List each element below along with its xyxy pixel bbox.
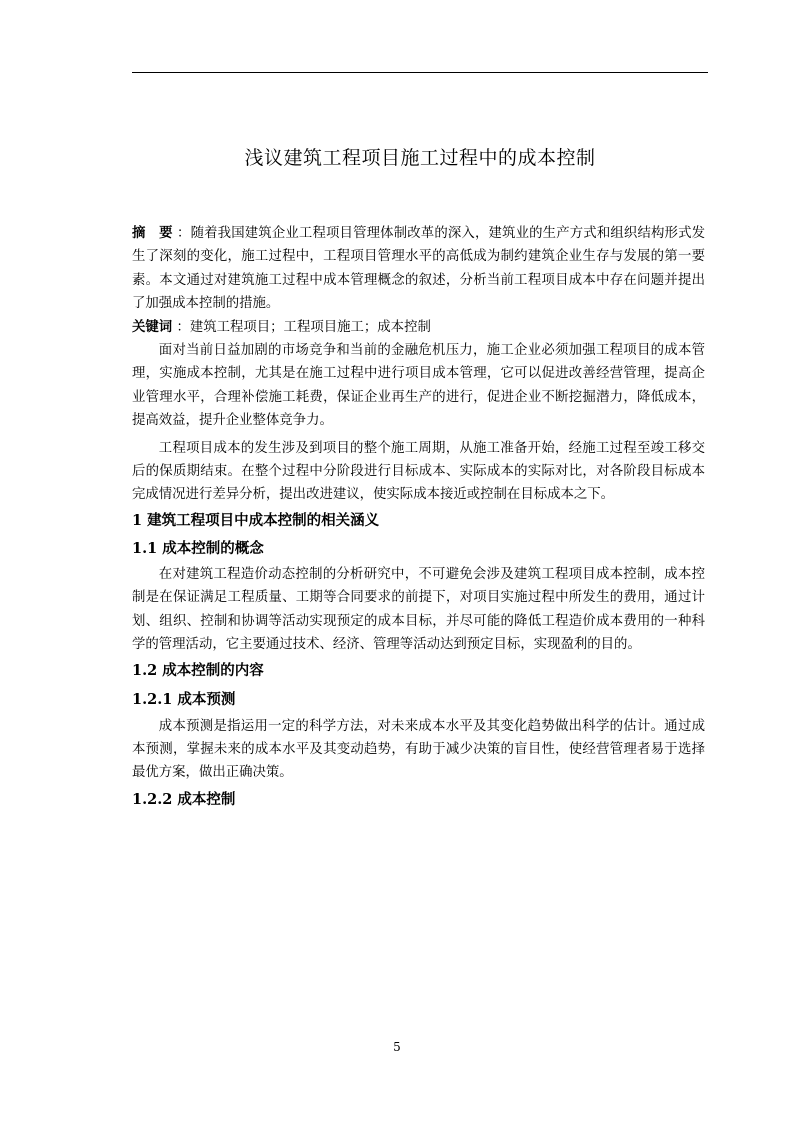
intro-paragraph: 工程项目成本的发生涉及到项目的整个施工周期，从施工准备开始，经施工过程至竣工移交后的保质期结束。在整个过程中分阶段进行目标成本、实际成本的实际对比，对各阶段目标成本完成情况进行差异分析，提出改进建议，使实际成本接近或控制在目标成本之下。 — [132, 440, 705, 503]
abstract-label: 摘 要 — [132, 226, 173, 241]
abstract — [132, 222, 705, 316]
section-heading-1-2: 1.2 成本控制的内容 — [132, 661, 264, 679]
section-heading-1: 1 建筑工程项目中成本控制的相关涵义 — [132, 511, 380, 529]
document-body — [132, 222, 705, 815]
keywords — [132, 316, 705, 339]
section-heading-1-2-2: 1.2.2 成本控制 — [132, 790, 236, 808]
section-1-2-1-paragraph: 成本预测是指运用一定的科学方法，对未来成本水平及其变化趋势做出科学的估计。通过成本预测，掌握未来的成本水平及其变动趋势，有助于减少决策的盲目性，使经营管理者易于选择最优方案，做出正确决策。 — [132, 718, 705, 781]
keywords-text: ：建筑工程项目；工程项目施工；成本控制 — [176, 319, 431, 335]
keywords-label: 关键词 — [132, 319, 173, 335]
section-heading-1-1: 1.1 成本控制的概念 — [132, 539, 264, 557]
page-number: 5 — [393, 1040, 401, 1054]
intro-paragraph: 面对当前日益加剧的市场竞争和当前的金融危机压力，施工企业必须加强工程项目的成本管理，实施成本控制，尤其是在施工过程中进行项目成本管理，它可以促进改善经营管理，提高企业管理水平，合理补偿施工耗费，保证企业再生产的进行，促进企业不断挖掘潜力，降低成本，提高效益，提升企业整体竞争力。 — [132, 343, 705, 429]
document-title: 浅议建筑工程项目施工过程中的成本控制 — [244, 147, 596, 169]
section-1-1-paragraph: 在对建筑工程造价动态控制的分析研究中，不可避免会涉及建筑工程项目成本控制，成本控制是在保证满足工程质量、工期等合同要求的前提下，对项目实施过程中所发生的费用，通过计划、组织、控制和协调等活动实现预定的成本目标，并尽可能的降低工程造价成本费用的一种科学的管理活动，它主要通过技术、经济、管理等活动达到预定目标，实现盈利的目的。 — [132, 566, 705, 653]
abstract-text: ：随着我国建筑企业工程项目管理体制改革的深入，建筑业的生产方式和组织结构形式发生了深刻的变化，施工过程中，工程项目管理水平的高低成为制约建筑企业生存与发展的第一要素。本文通过对建筑施工过程中成本管理概念的叙述，分析当前工程项目成本中存在问题并提出了加强成本控制的措施。 — [132, 226, 706, 312]
section-heading-1-2-1: 1.2.1 成本预测 — [132, 690, 236, 708]
header-rule — [132, 72, 708, 73]
